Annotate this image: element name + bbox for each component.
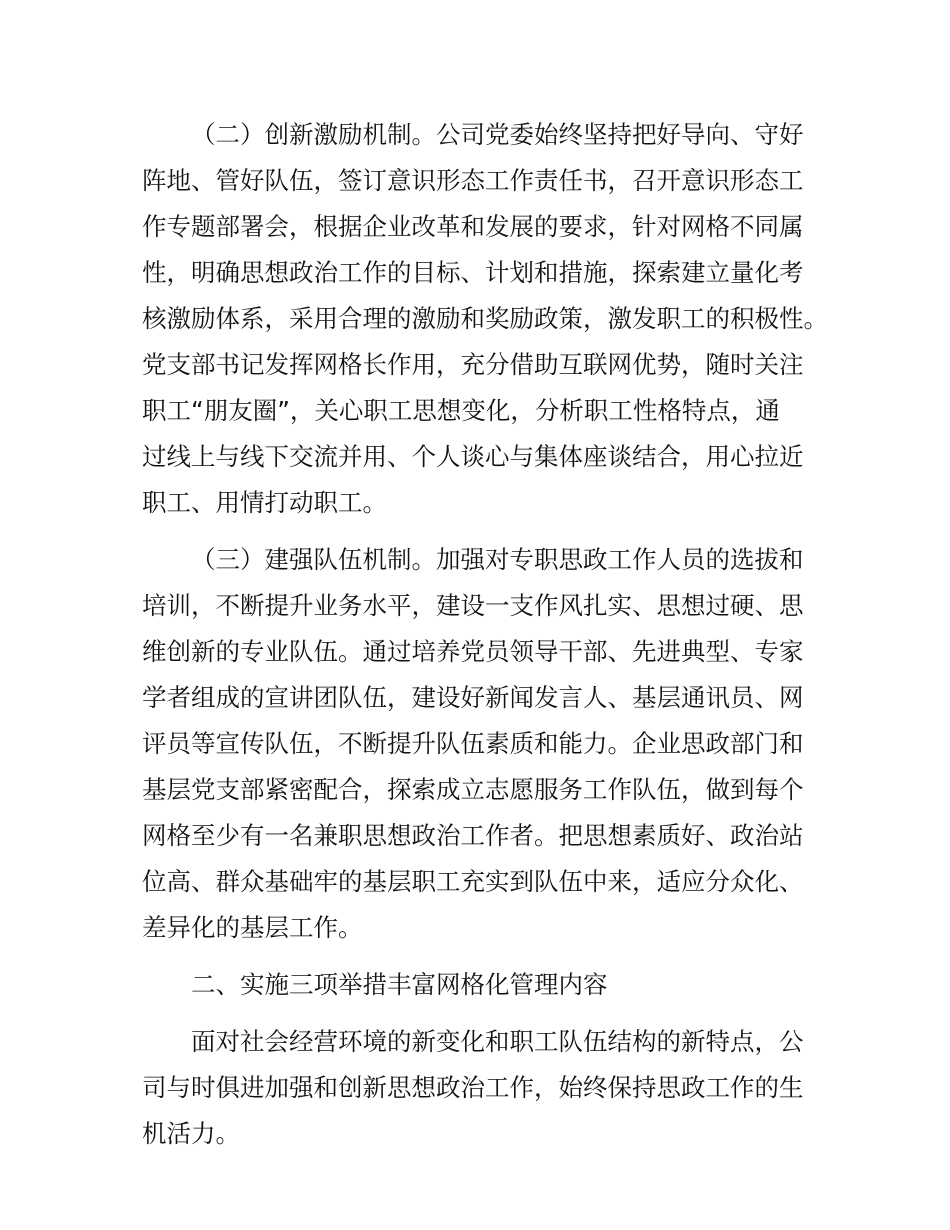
text-line: 职工、用情打动职工。 xyxy=(142,488,387,517)
text-line: 评员等宣传队伍，不断提升队伍素质和能力。企业思政部门和 xyxy=(142,729,804,758)
text-line: 核激励体系，采用合理的激励和奖励政策，激发职工的积极性。 xyxy=(142,304,828,333)
section-heading xyxy=(142,962,822,1008)
text-line: 维创新的专业队伍。通过培养党员领导干部、先进典型、专家 xyxy=(142,637,804,666)
document-body xyxy=(142,112,828,1157)
text-line: 差异化的基层工作。 xyxy=(142,913,363,942)
text-line: 学者组成的宣讲团队伍，建设好新闻发言人、基层通讯员、网 xyxy=(142,683,804,712)
text-line: 阵地、管好队伍，签订意识形态工作责任书，召开意识形态工 xyxy=(142,166,804,195)
paragraph-team-building xyxy=(142,537,822,951)
heading-text: 二、实施三项举措丰富网格化管理内容 xyxy=(191,970,608,999)
text-line: 司与时俱进加强和创新思想政治工作，始终保持思政工作的生 xyxy=(142,1073,804,1102)
text-line: 面对社会经营环境的新变化和职工队伍结构的新特点，公 xyxy=(191,1027,804,1056)
text-line: 过线上与线下交流并用、个人谈心与集体座谈结合，用心拉近 xyxy=(142,442,804,471)
text-line: 网格至少有一名兼职思想政治工作者。把思想素质好、政治站 xyxy=(142,821,804,850)
text-line: 位高、群众基础牢的基层职工充实到队伍中来，适应分众化、 xyxy=(142,867,804,896)
paragraph-intro xyxy=(142,1019,822,1157)
text-line: 党支部书记发挥网格长作用，充分借助互联网优势，随时关注 xyxy=(142,350,804,379)
text-line: 机活力。 xyxy=(142,1119,240,1148)
text-line: （三）建强队伍机制。加强对专职思政工作人员的选拔和 xyxy=(191,545,804,574)
paragraph-spacer xyxy=(142,951,822,962)
text-line: 性，明确思想政治工作的目标、计划和措施，探索建立量化考 xyxy=(142,258,804,287)
paragraph-spacer xyxy=(142,526,822,537)
text-line: 基层党支部紧密配合，探索成立志愿服务工作队伍，做到每个 xyxy=(142,775,804,804)
text-line: （二）创新激励机制。公司党委始终坚持把好导向、守好 xyxy=(191,120,804,149)
text-line: 职工“朋友圈”，关心职工思想变化，分析职工性格特点，通 xyxy=(142,396,780,425)
paragraph-innovation-incentive xyxy=(142,112,828,526)
text-line: 作专题部署会，根据企业改革和发展的要求，针对网格不同属 xyxy=(142,212,804,241)
paragraph-spacer xyxy=(142,1008,822,1019)
text-line: 培训，不断提升业务水平，建设一支作风扎实、思想过硬、思 xyxy=(142,591,804,620)
